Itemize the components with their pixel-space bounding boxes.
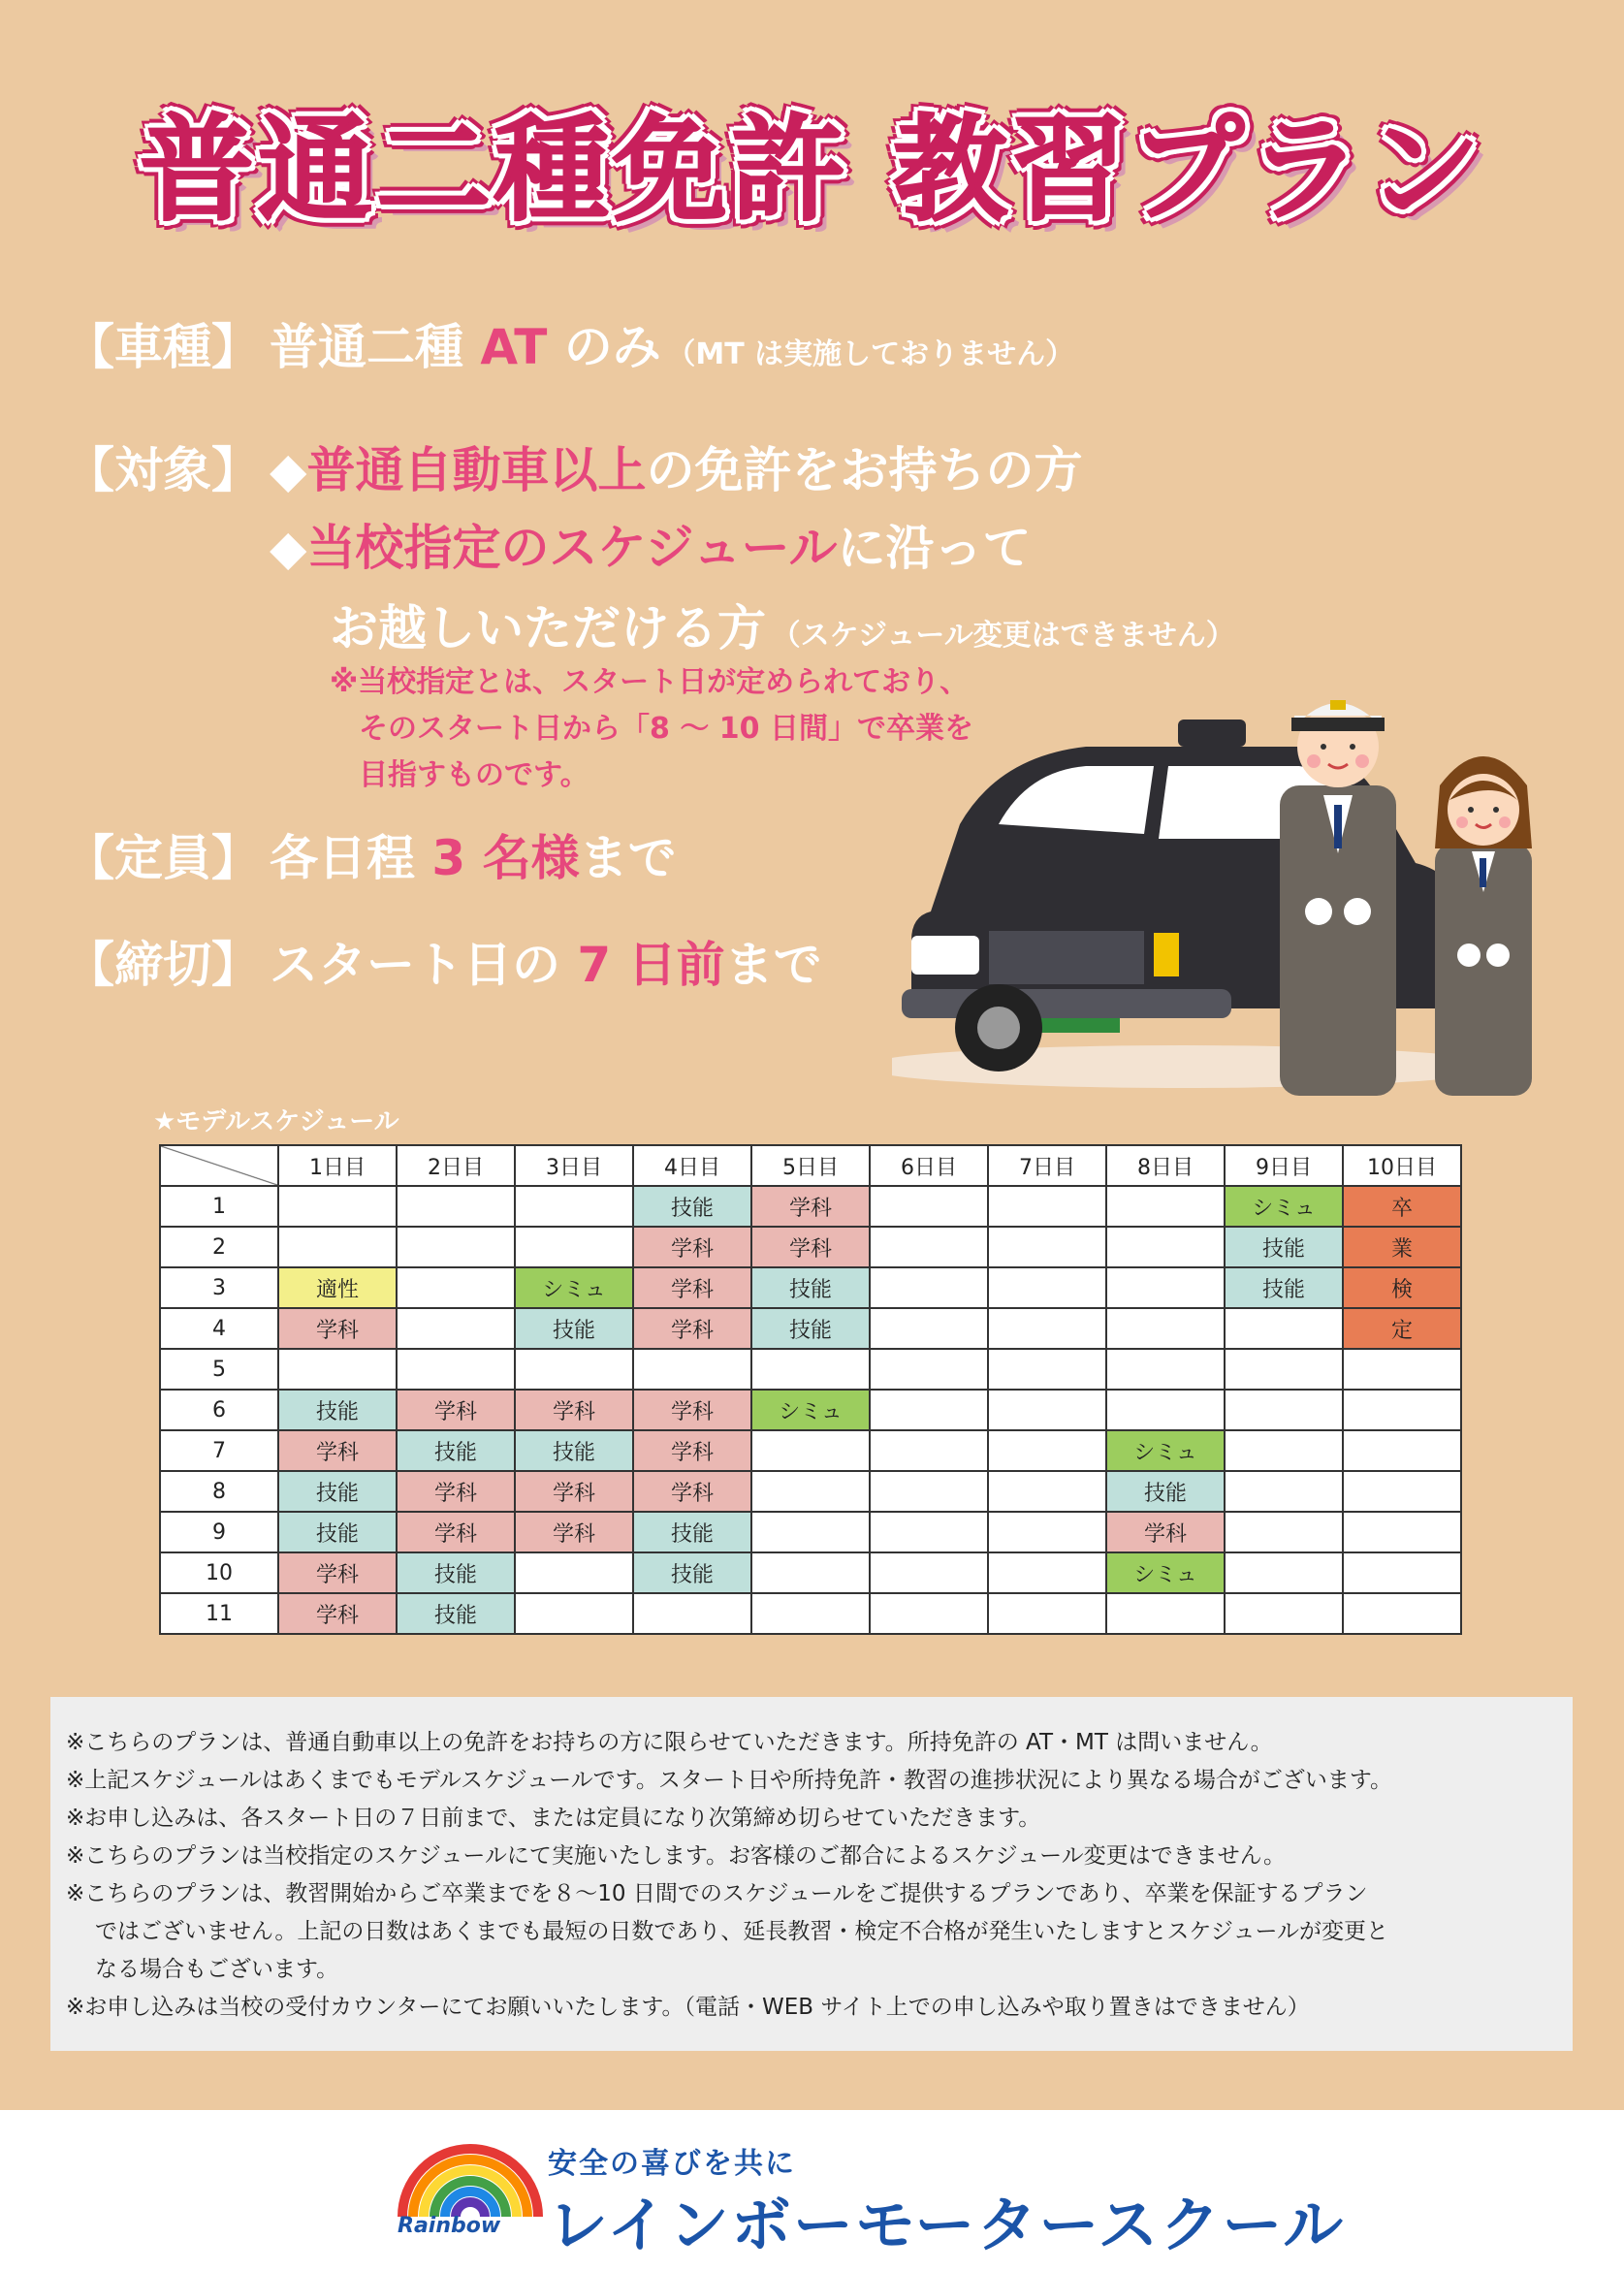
schedule-cell	[1225, 1593, 1343, 1634]
schedule-title: ★モデルスケジュール	[153, 1107, 399, 1136]
target-line-3: お越しいただける方	[330, 600, 766, 656]
schedule-cell: 学科	[278, 1308, 397, 1349]
schedule-cell	[1106, 1308, 1225, 1349]
schedule-cell	[397, 1308, 515, 1349]
schedule-cell: 技能	[1106, 1471, 1225, 1512]
vehicle-highlight: AT	[480, 319, 548, 375]
target-note-line: 目指すものです。	[359, 758, 589, 792]
target-label: 【対象】	[66, 442, 260, 498]
schedule-cell	[1106, 1349, 1225, 1390]
table-row	[160, 1186, 1461, 1227]
deadline-label: 【締切】	[66, 937, 260, 993]
period-number: 10	[160, 1552, 278, 1593]
schedule-cell	[988, 1430, 1106, 1471]
vehicle-note: （MT は実施しておりません）	[666, 337, 1075, 371]
schedule-table	[159, 1144, 1462, 1635]
period-number: 5	[160, 1349, 278, 1390]
schedule-cell: 学科	[751, 1186, 870, 1227]
schedule-cell	[515, 1552, 633, 1593]
table-row	[160, 1471, 1461, 1512]
schedule-cell	[870, 1186, 988, 1227]
schedule-cell: 技能	[397, 1593, 515, 1634]
target-highlight-1: 普通自動車以上	[306, 442, 647, 498]
schedule-cell: 学科	[1106, 1512, 1225, 1552]
schedule-cell	[751, 1512, 870, 1552]
schedule-cell: 学科	[515, 1471, 633, 1512]
capacity-label: 【定員】	[66, 830, 260, 886]
schedule-cell: シミュ	[1225, 1186, 1343, 1227]
schedule-cell	[870, 1349, 988, 1390]
schedule-cell	[751, 1349, 870, 1390]
day-header: 8日目	[1106, 1145, 1225, 1186]
schedule-cell: 業	[1343, 1227, 1461, 1267]
period-number: 4	[160, 1308, 278, 1349]
schedule-cell	[1106, 1267, 1225, 1308]
schedule-cell	[278, 1186, 397, 1227]
schedule-cell	[988, 1552, 1106, 1593]
schedule-cell	[751, 1593, 870, 1634]
taxi-blinker	[1154, 933, 1179, 976]
schedule-cell	[751, 1552, 870, 1593]
schedule-cell: 学科	[397, 1390, 515, 1430]
schedule-cell	[633, 1593, 751, 1634]
schedule-cell	[1225, 1308, 1343, 1349]
schedule-cell: シミュ	[1106, 1430, 1225, 1471]
schedule-cell: 技能	[278, 1390, 397, 1430]
target-bullet-1: ◆	[270, 442, 307, 498]
note-line: ※こちらのプランは、普通自動車以上の免許をお持ちの方に限らせていただきます。所持免許の AT・MT は問いません。	[66, 1730, 1273, 1755]
schedule-cell: 学科	[751, 1227, 870, 1267]
schedule-cell	[1106, 1390, 1225, 1430]
table-row	[160, 1430, 1461, 1471]
day-header: 1日目	[278, 1145, 397, 1186]
period-number: 2	[160, 1227, 278, 1267]
schedule-cell: 技能	[751, 1267, 870, 1308]
schedule-cell	[870, 1593, 988, 1634]
schedule-cell: 技能	[515, 1308, 633, 1349]
vehicle-row	[66, 308, 1074, 378]
schedule-header-row	[160, 1145, 1461, 1186]
period-number: 6	[160, 1390, 278, 1430]
schedule-cell: 技能	[633, 1552, 751, 1593]
school-name: レインボーモータースクール	[548, 2190, 1346, 2260]
target-bullet-2: ◆	[270, 520, 307, 576]
deadline-text-2: まで	[724, 937, 822, 993]
schedule-cell	[1106, 1227, 1225, 1267]
schedule-cell	[870, 1552, 988, 1593]
schedule-cell	[278, 1349, 397, 1390]
schedule-cell	[397, 1186, 515, 1227]
schedule-cell: 学科	[278, 1430, 397, 1471]
schedule-cell	[397, 1227, 515, 1267]
table-row	[160, 1512, 1461, 1552]
schedule-cell	[870, 1430, 988, 1471]
target-note-line: そのスタート日から「8 ～ 10 日間」で卒業を	[359, 712, 973, 746]
schedule-cell: シミュ	[1106, 1552, 1225, 1593]
day-header: 9日目	[1225, 1145, 1343, 1186]
schedule-cell	[988, 1593, 1106, 1634]
day-header: 6日目	[870, 1145, 988, 1186]
note-line: ※お申し込みは当校の受付カウンターにてお願いいたします。（電話・WEB サイト上での申し込みや取り置きはできません）	[66, 1995, 1310, 2020]
schedule-cell	[397, 1267, 515, 1308]
schedule-cell	[870, 1390, 988, 1430]
note-line: なる場合もございます。	[95, 1957, 339, 1982]
schedule-cell: 技能	[1225, 1227, 1343, 1267]
schedule-cell	[1225, 1512, 1343, 1552]
schedule-cell	[1343, 1430, 1461, 1471]
note-line: ※上記スケジュールはあくまでもモデルスケジュールです。スタート日や所持免許・教習の進捗状況により異なる場合がございます。	[66, 1768, 1392, 1793]
schedule-cell: 技能	[278, 1512, 397, 1552]
capacity-row	[66, 819, 677, 889]
schedule-cell	[1225, 1390, 1343, 1430]
notes-box	[50, 1697, 1573, 2051]
table-row	[160, 1349, 1461, 1390]
table-corner	[160, 1145, 278, 1186]
capacity-highlight: 3 名様	[431, 830, 580, 886]
schedule-cell: 学科	[278, 1593, 397, 1634]
capacity-text: 各日程	[270, 830, 432, 886]
target-rest-1: の免許をお持ちの方	[646, 442, 1083, 498]
schedule-cell: 学科	[397, 1471, 515, 1512]
taxi-grille	[989, 931, 1144, 984]
schedule-cell	[1343, 1390, 1461, 1430]
schedule-cell: 学科	[633, 1267, 751, 1308]
schedule-cell	[1343, 1593, 1461, 1634]
note-line: ではございません。上記の日数はあくまでも最短の日数であり、延長教習・検定不合格が発生いたしますとスケジュールが変更と	[95, 1919, 1388, 1944]
note-line: ※こちらのプランは当校指定のスケジュールにて実施いたします。お客様のご都合によるスケジュール変更はできません。	[66, 1843, 1287, 1869]
deadline-text: スタート日の	[270, 937, 578, 993]
schedule-cell	[988, 1308, 1106, 1349]
target-row-3	[330, 590, 1235, 659]
note-line: ※お申し込みは、各スタート日の７日前まで、または定員になり次第締め切らせていただきます。	[66, 1806, 1041, 1831]
table-row	[160, 1227, 1461, 1267]
schedule-cell	[988, 1267, 1106, 1308]
schedule-cell: 学科	[633, 1471, 751, 1512]
schedule-cell	[1106, 1186, 1225, 1227]
table-row	[160, 1267, 1461, 1308]
capacity-text-2: まで	[579, 830, 677, 886]
schedule-cell: 適性	[278, 1267, 397, 1308]
schedule-cell: シミュ	[751, 1390, 870, 1430]
schedule-cell: 技能	[515, 1430, 633, 1471]
schedule-cell	[870, 1308, 988, 1349]
period-number: 9	[160, 1512, 278, 1552]
taxi-staff-illustration	[892, 679, 1571, 1096]
schedule-cell: シミュ	[515, 1267, 633, 1308]
taxi-bumper	[902, 989, 1231, 1018]
schedule-cell	[751, 1430, 870, 1471]
schedule-cell	[988, 1512, 1106, 1552]
schedule-cell: 定	[1343, 1308, 1461, 1349]
schedule-cell	[988, 1227, 1106, 1267]
table-row	[160, 1552, 1461, 1593]
period-number: 11	[160, 1593, 278, 1634]
schedule-cell: 学科	[515, 1512, 633, 1552]
schedule-cell	[870, 1267, 988, 1308]
schedule-cell: 学科	[633, 1430, 751, 1471]
schedule-cell: 検	[1343, 1267, 1461, 1308]
schedule-cell	[988, 1390, 1106, 1430]
target-rest-2: に沿って	[837, 520, 1032, 576]
schedule-cell	[633, 1349, 751, 1390]
schedule-cell: 技能	[1225, 1267, 1343, 1308]
schedule-cell	[1225, 1430, 1343, 1471]
schedule-cell	[988, 1471, 1106, 1512]
target-note	[330, 659, 973, 799]
schedule-cell	[870, 1512, 988, 1552]
period-number: 1	[160, 1186, 278, 1227]
period-number: 7	[160, 1430, 278, 1471]
schedule-cell	[515, 1593, 633, 1634]
page-title: 普通二種免許 教習プラン	[139, 103, 1485, 237]
deadline-row	[66, 926, 822, 996]
target-note-line: ※当校指定とは、スタート日が定められており、	[330, 665, 970, 699]
schedule-cell	[515, 1349, 633, 1390]
day-header: 3日目	[515, 1145, 633, 1186]
schedule-cell	[397, 1349, 515, 1390]
table-row	[160, 1390, 1461, 1430]
schedule-cell	[988, 1186, 1106, 1227]
schedule-cell	[751, 1471, 870, 1512]
schedule-cell	[1343, 1552, 1461, 1593]
note-line: ※こちらのプランは、教習開始からご卒業までを８～10 日間でのスケジュールをご提供するプランであり、卒業を保証するプラン	[66, 1881, 1368, 1906]
schedule-cell	[1225, 1552, 1343, 1593]
deadline-highlight: 7 日前	[577, 937, 725, 993]
schedule-cell	[515, 1227, 633, 1267]
target-row-1	[66, 432, 1082, 501]
day-header: 4日目	[633, 1145, 751, 1186]
rainbow-logo-text: Rainbow	[398, 2214, 501, 2238]
schedule-cell	[1225, 1471, 1343, 1512]
schedule-cell	[870, 1471, 988, 1512]
day-header: 7日目	[988, 1145, 1106, 1186]
schedule-cell: 卒	[1343, 1186, 1461, 1227]
target-highlight-2: 当校指定のスケジュール	[306, 520, 838, 576]
day-header: 10日目	[1343, 1145, 1461, 1186]
schedule-cell	[870, 1227, 988, 1267]
schedule-cell	[1343, 1349, 1461, 1390]
period-number: 3	[160, 1267, 278, 1308]
target-row-2	[270, 509, 1031, 579]
schedule-cell	[988, 1349, 1106, 1390]
schedule-cell: 技能	[397, 1552, 515, 1593]
schedule-cell: 技能	[278, 1471, 397, 1512]
schedule-cell	[1225, 1349, 1343, 1390]
table-row	[160, 1308, 1461, 1349]
schedule-cell	[1343, 1471, 1461, 1512]
schedule-cell	[1106, 1593, 1225, 1634]
schedule-cell: 技能	[633, 1186, 751, 1227]
day-header: 5日目	[751, 1145, 870, 1186]
schedule-cell: 学科	[515, 1390, 633, 1430]
vehicle-text-2: のみ	[547, 319, 661, 375]
schedule-cell: 技能	[397, 1430, 515, 1471]
target-line-3-note: （スケジュール変更はできません）	[771, 619, 1235, 653]
schedule-cell: 技能	[633, 1512, 751, 1552]
schedule-cell: 技能	[751, 1308, 870, 1349]
taxi-headlight	[911, 936, 979, 975]
schedule-cell: 学科	[278, 1552, 397, 1593]
schedule-cell	[1343, 1512, 1461, 1552]
schedule-cell: 学科	[633, 1227, 751, 1267]
schedule-cell: 学科	[633, 1390, 751, 1430]
rainbow-logo-icon	[398, 2141, 543, 2219]
table-row	[160, 1593, 1461, 1634]
day-header: 2日目	[397, 1145, 515, 1186]
footer-slogan: 安全の喜びを共に	[548, 2147, 796, 2181]
period-number: 8	[160, 1471, 278, 1512]
schedule-cell	[515, 1186, 633, 1227]
vehicle-text: 普通二種	[270, 319, 481, 375]
schedule-cell	[278, 1227, 397, 1267]
vehicle-label: 【車種】	[66, 319, 260, 375]
taxi-roof-sign	[1178, 720, 1246, 747]
schedule-cell: 学科	[633, 1308, 751, 1349]
schedule-cell: 学科	[397, 1512, 515, 1552]
